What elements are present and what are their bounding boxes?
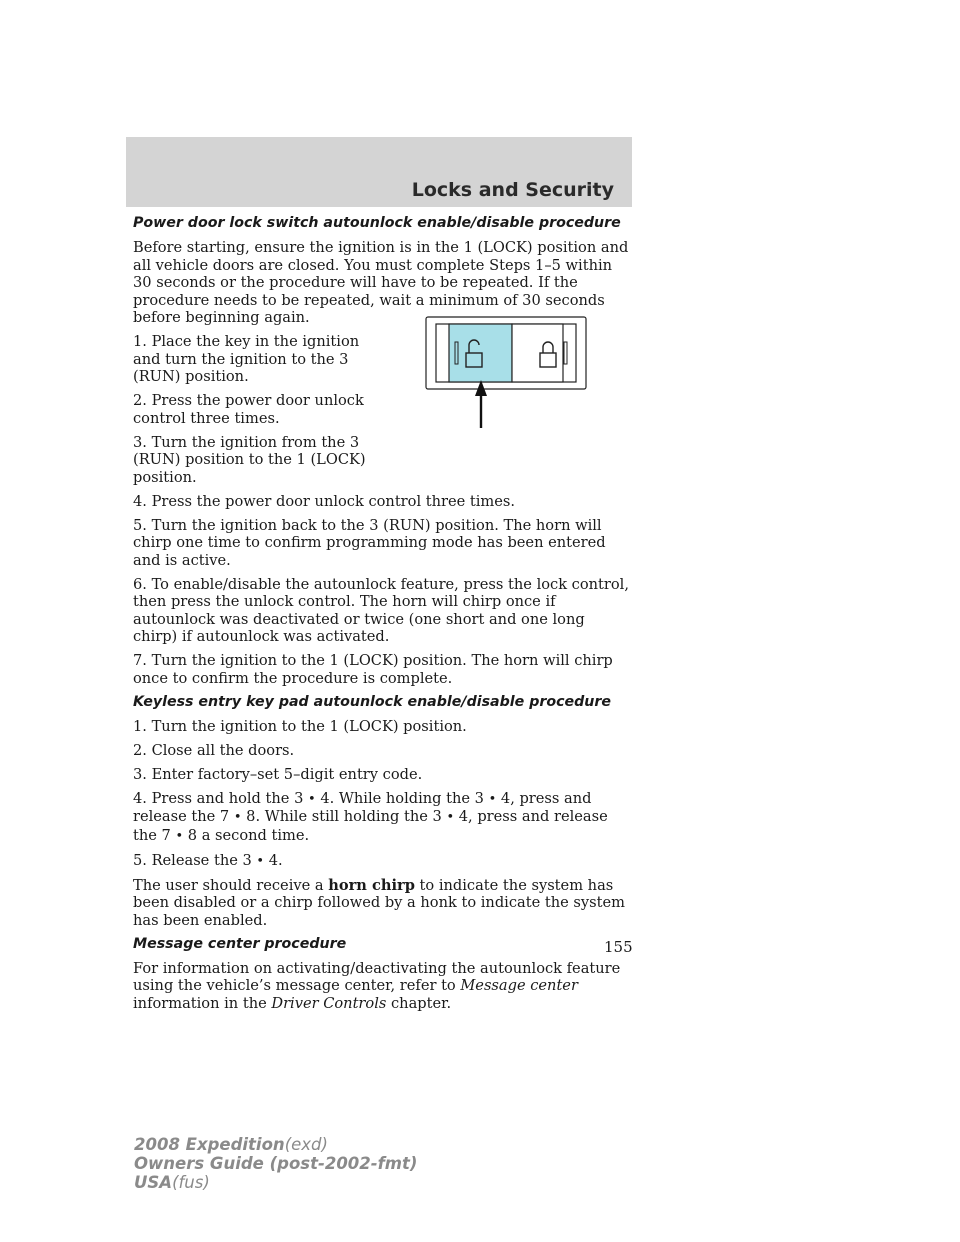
section2-heading: Keyless entry key pad autounlock enable/disable procedure	[133, 693, 611, 710]
keypad-step-5: 5. Release the 3 • 4.	[133, 851, 283, 869]
footer	[134, 1135, 417, 1192]
step-7: 7. Turn the ignition to the 1 (LOCK) position. The horn will chirp once to confirm the procedure is complete.	[133, 652, 613, 687]
keypad-step-2: 2. Close all the doors.	[133, 741, 295, 759]
step-1: 1. Place the key in the ignition and turn the ignition to the 3 (RUN) position.	[133, 333, 360, 385]
keypad-step-1: 1. Turn the ignition to the 1 (LOCK) position.	[133, 717, 467, 735]
section-title: Locks and Security	[411, 179, 614, 201]
section1-intro: Before starting, ensure the ignition is in the 1 (LOCK) position and all vehicle doors are closed. You must complete Steps 1–5 within 30 seconds or the procedure will have to be repeated. If the procedure needs to be repeated, wait a minimum of 30 seconds before beginning again.	[133, 239, 629, 326]
keypad-step-4: 4. Press and hold the 3 • 4. While holding the 3 • 4, press and release the 7 • 8. While still holding the 3 • 4, press and release the 7 • 8 a second time.	[133, 789, 608, 844]
step-5: 5. Turn the ignition back to the 3 (RUN) position. The horn will chirp one time to confirm programming mode has been entered and is active.	[133, 516, 606, 569]
page-number: 155	[604, 938, 633, 956]
keypad-result: The user should receive a horn chirp to indicate the system has been disabled or a chirp followed by a honk to indicate the system has been enabled.	[133, 876, 625, 929]
section3-heading: Message center procedure	[133, 935, 347, 952]
message-center-text: For information on activating/deactivating the autounlock feature using the vehicle’s message center, refer to Message center information in the Driver Controls chapter.	[133, 959, 621, 1012]
footer-line-1: 2008 Expedition(exd)	[134, 1135, 328, 1154]
step-2: 2. Press the power door unlock control three times.	[133, 392, 364, 427]
keypad-step-3: 3. Enter factory–set 5–digit entry code.	[133, 765, 423, 783]
step-4: 4. Press the power door unlock control three times.	[133, 492, 516, 510]
section1-heading: Power door lock switch autounlock enable/disable procedure	[133, 215, 621, 231]
footer-line-2: Owners Guide (post-2002-fmt)	[134, 1154, 418, 1173]
step-3: 3. Turn the ignition from the 3 (RUN) position to the 1 (LOCK) position.	[133, 433, 366, 486]
page-content	[133, 215, 633, 1019]
step-6: 6. To enable/disable the autounlock feature, press the lock control, then press the unlock control. The horn will chirp once if autounlock was deactivated or twice (one short and one long chirp) if autounlock was activated.	[133, 575, 629, 645]
header-band	[126, 137, 632, 207]
footer-line-3: USA(fus)	[134, 1173, 210, 1192]
